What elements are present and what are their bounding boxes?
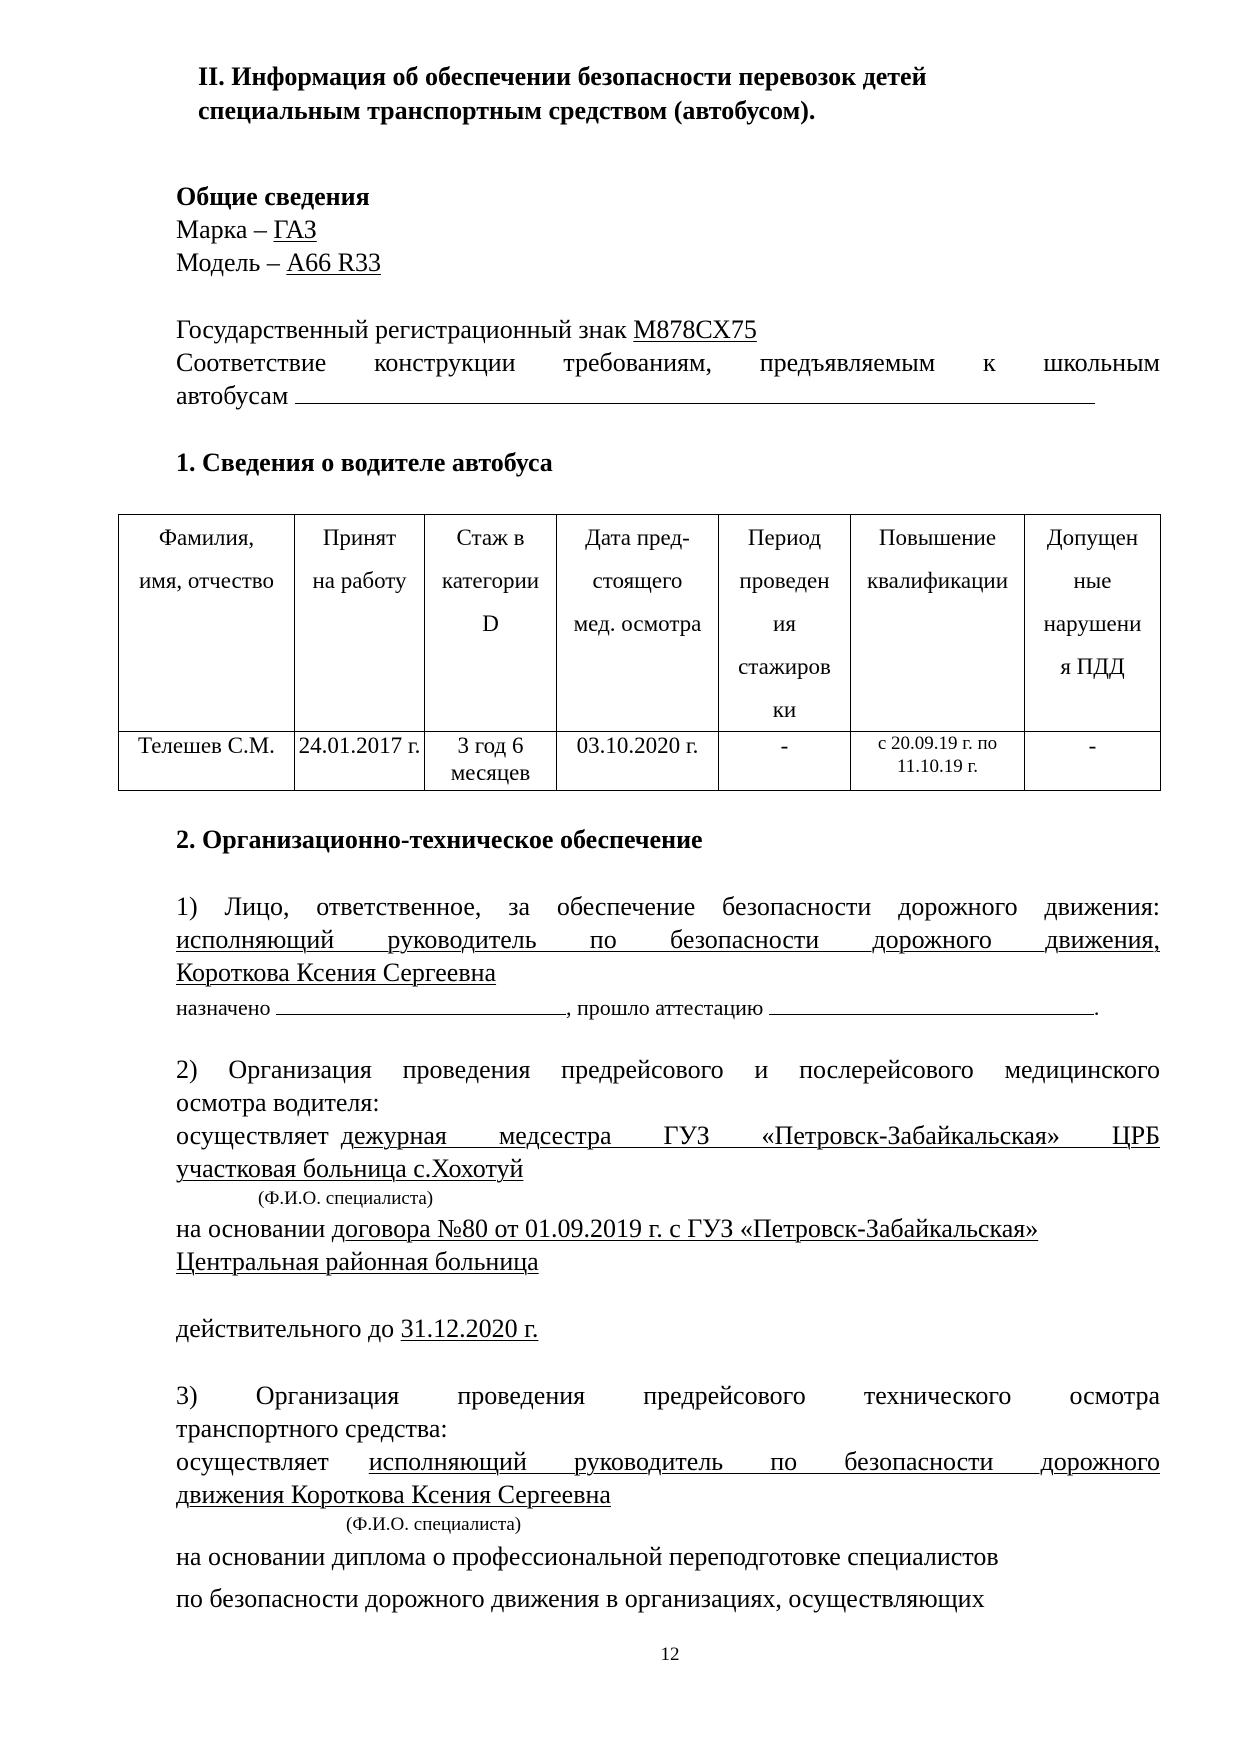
attestation-label: , прошло аттестацию (566, 995, 764, 1020)
column-header-internship: Период проведен ия стажиров ки (719, 515, 851, 732)
item2-hint: (Ф.И.О. специалиста) (258, 1188, 434, 1209)
appointed-label: назначено (176, 995, 271, 1020)
table-header-row (119, 515, 1161, 732)
item2-line-1: 2) Организация проведения предрейсового и послерейсового медицинского (176, 1055, 1160, 1084)
column-header-experience: Стаж в категории D (425, 515, 557, 732)
item3-basis-line-2: по безопасности дорожного движения в организациях, осуществляющих (176, 1584, 985, 1613)
conformity-line-2 (176, 381, 1095, 411)
model-line (176, 248, 381, 278)
column-header-medical: Дата пред- стоящего мед. осмотра (557, 515, 719, 732)
column-header-hired: Принят на работу (295, 515, 425, 732)
section-title-line-2: специальным транспортным средством (автобусом). (198, 96, 816, 125)
cell-hired: 24.01.2017 г. (295, 732, 425, 791)
item3-hint: (Ф.И.О. специалиста) (346, 1514, 522, 1535)
cell-qualification: с 20.09.19 г. по 11.10.19 г. (851, 732, 1025, 791)
column-header-violations: Допущен ные нарушени я ПДД (1025, 515, 1161, 732)
driver-section-heading: 1. Сведения о водителе автобуса (176, 448, 553, 477)
item1-appointment-line (176, 992, 1099, 1023)
item2-valid-line (176, 1314, 538, 1344)
driver-table (118, 514, 1161, 791)
item3-basis-line-1: на основании диплома о профессиональной переподготовке специалистов (176, 1542, 999, 1571)
cell-violations: - (1025, 732, 1161, 791)
item2-valid-value: 31.12.2020 г. (400, 1314, 539, 1343)
conformity-blank (295, 381, 1095, 404)
registration-line (176, 315, 757, 345)
item2-performs-value-1: дежурная медсестра ГУЗ «Петровск-Забайкальская» ЦРБ (340, 1121, 1160, 1150)
model-value: А66 R33 (286, 248, 381, 277)
item2-basis-value-1: договора №80 от 01.09.2019 г. с ГУЗ «Петровск-Забайкальская» (331, 1214, 1039, 1243)
org-section-heading: 2. Организационно-техническое обеспечение (176, 825, 703, 854)
item3-performs-value-1: исполняющий руководитель по безопасности дорожного (368, 1447, 1160, 1476)
item1-line-2: исполняющий руководитель по безопасности дорожного движения, (176, 925, 1160, 954)
item3-performs-line (176, 1447, 1160, 1477)
page-number: 12 (660, 1644, 680, 1665)
cell-medical: 03.10.2020 г. (557, 732, 719, 791)
brand-value: ГАЗ (273, 215, 317, 244)
item2-basis-value-2: Центральная районная больница (176, 1247, 539, 1276)
attestation-blank (769, 992, 1094, 1015)
brand-label: Марка – (176, 215, 274, 244)
conformity-label: автобусам (176, 381, 289, 410)
item3-performs-label: осуществляет (176, 1447, 329, 1476)
item2-line-2: осмотра водителя: (176, 1088, 380, 1117)
item2-basis-line (176, 1214, 1038, 1244)
cell-experience: 3 год 6 месяцев (425, 732, 557, 791)
item2-performs-value-2: участковая больница с.Хохотуй (176, 1154, 524, 1183)
item1-line-3: Короткова Ксения Сергеевна (176, 958, 497, 987)
item2-valid-label: действительного до (176, 1314, 401, 1343)
section-title-line-1: II. Информация об обеспечении безопасности перевозок детей (198, 62, 927, 91)
cell-name: Телешев С.М. (119, 732, 295, 791)
model-label: Модель – (176, 248, 287, 277)
item3-performs-value-2: движения Короткова Ксения Сергеевна (176, 1480, 611, 1509)
registration-label: Государственный регистрационный знак (176, 315, 634, 344)
conformity-line-1: Соответствие конструкции требованиям, предъявляемым к школьным (176, 348, 1160, 377)
attestation-end: . (1093, 995, 1100, 1020)
item2-performs-label: осуществляет (176, 1121, 329, 1150)
item3-line-1: 3) Организация проведения предрейсового технического осмотра (176, 1381, 1160, 1410)
table-row (119, 732, 1161, 791)
cell-internship: - (719, 732, 851, 791)
item3-line-2: транспортного средства: (176, 1414, 448, 1443)
appointed-blank (276, 992, 566, 1015)
item2-basis-label: на основании (176, 1214, 332, 1243)
registration-value: М878СХ75 (633, 315, 757, 344)
column-header-name: Фамилия, имя, отчество (119, 515, 295, 732)
brand-line (176, 215, 317, 245)
item1-line-1: 1) Лицо, ответственное, за обеспечение безопасности дорожного движения: (176, 892, 1160, 921)
column-header-qualification: Повышение квалификации (851, 515, 1025, 732)
item2-performs-line (176, 1121, 1160, 1151)
general-heading: Общие сведения (176, 182, 370, 211)
